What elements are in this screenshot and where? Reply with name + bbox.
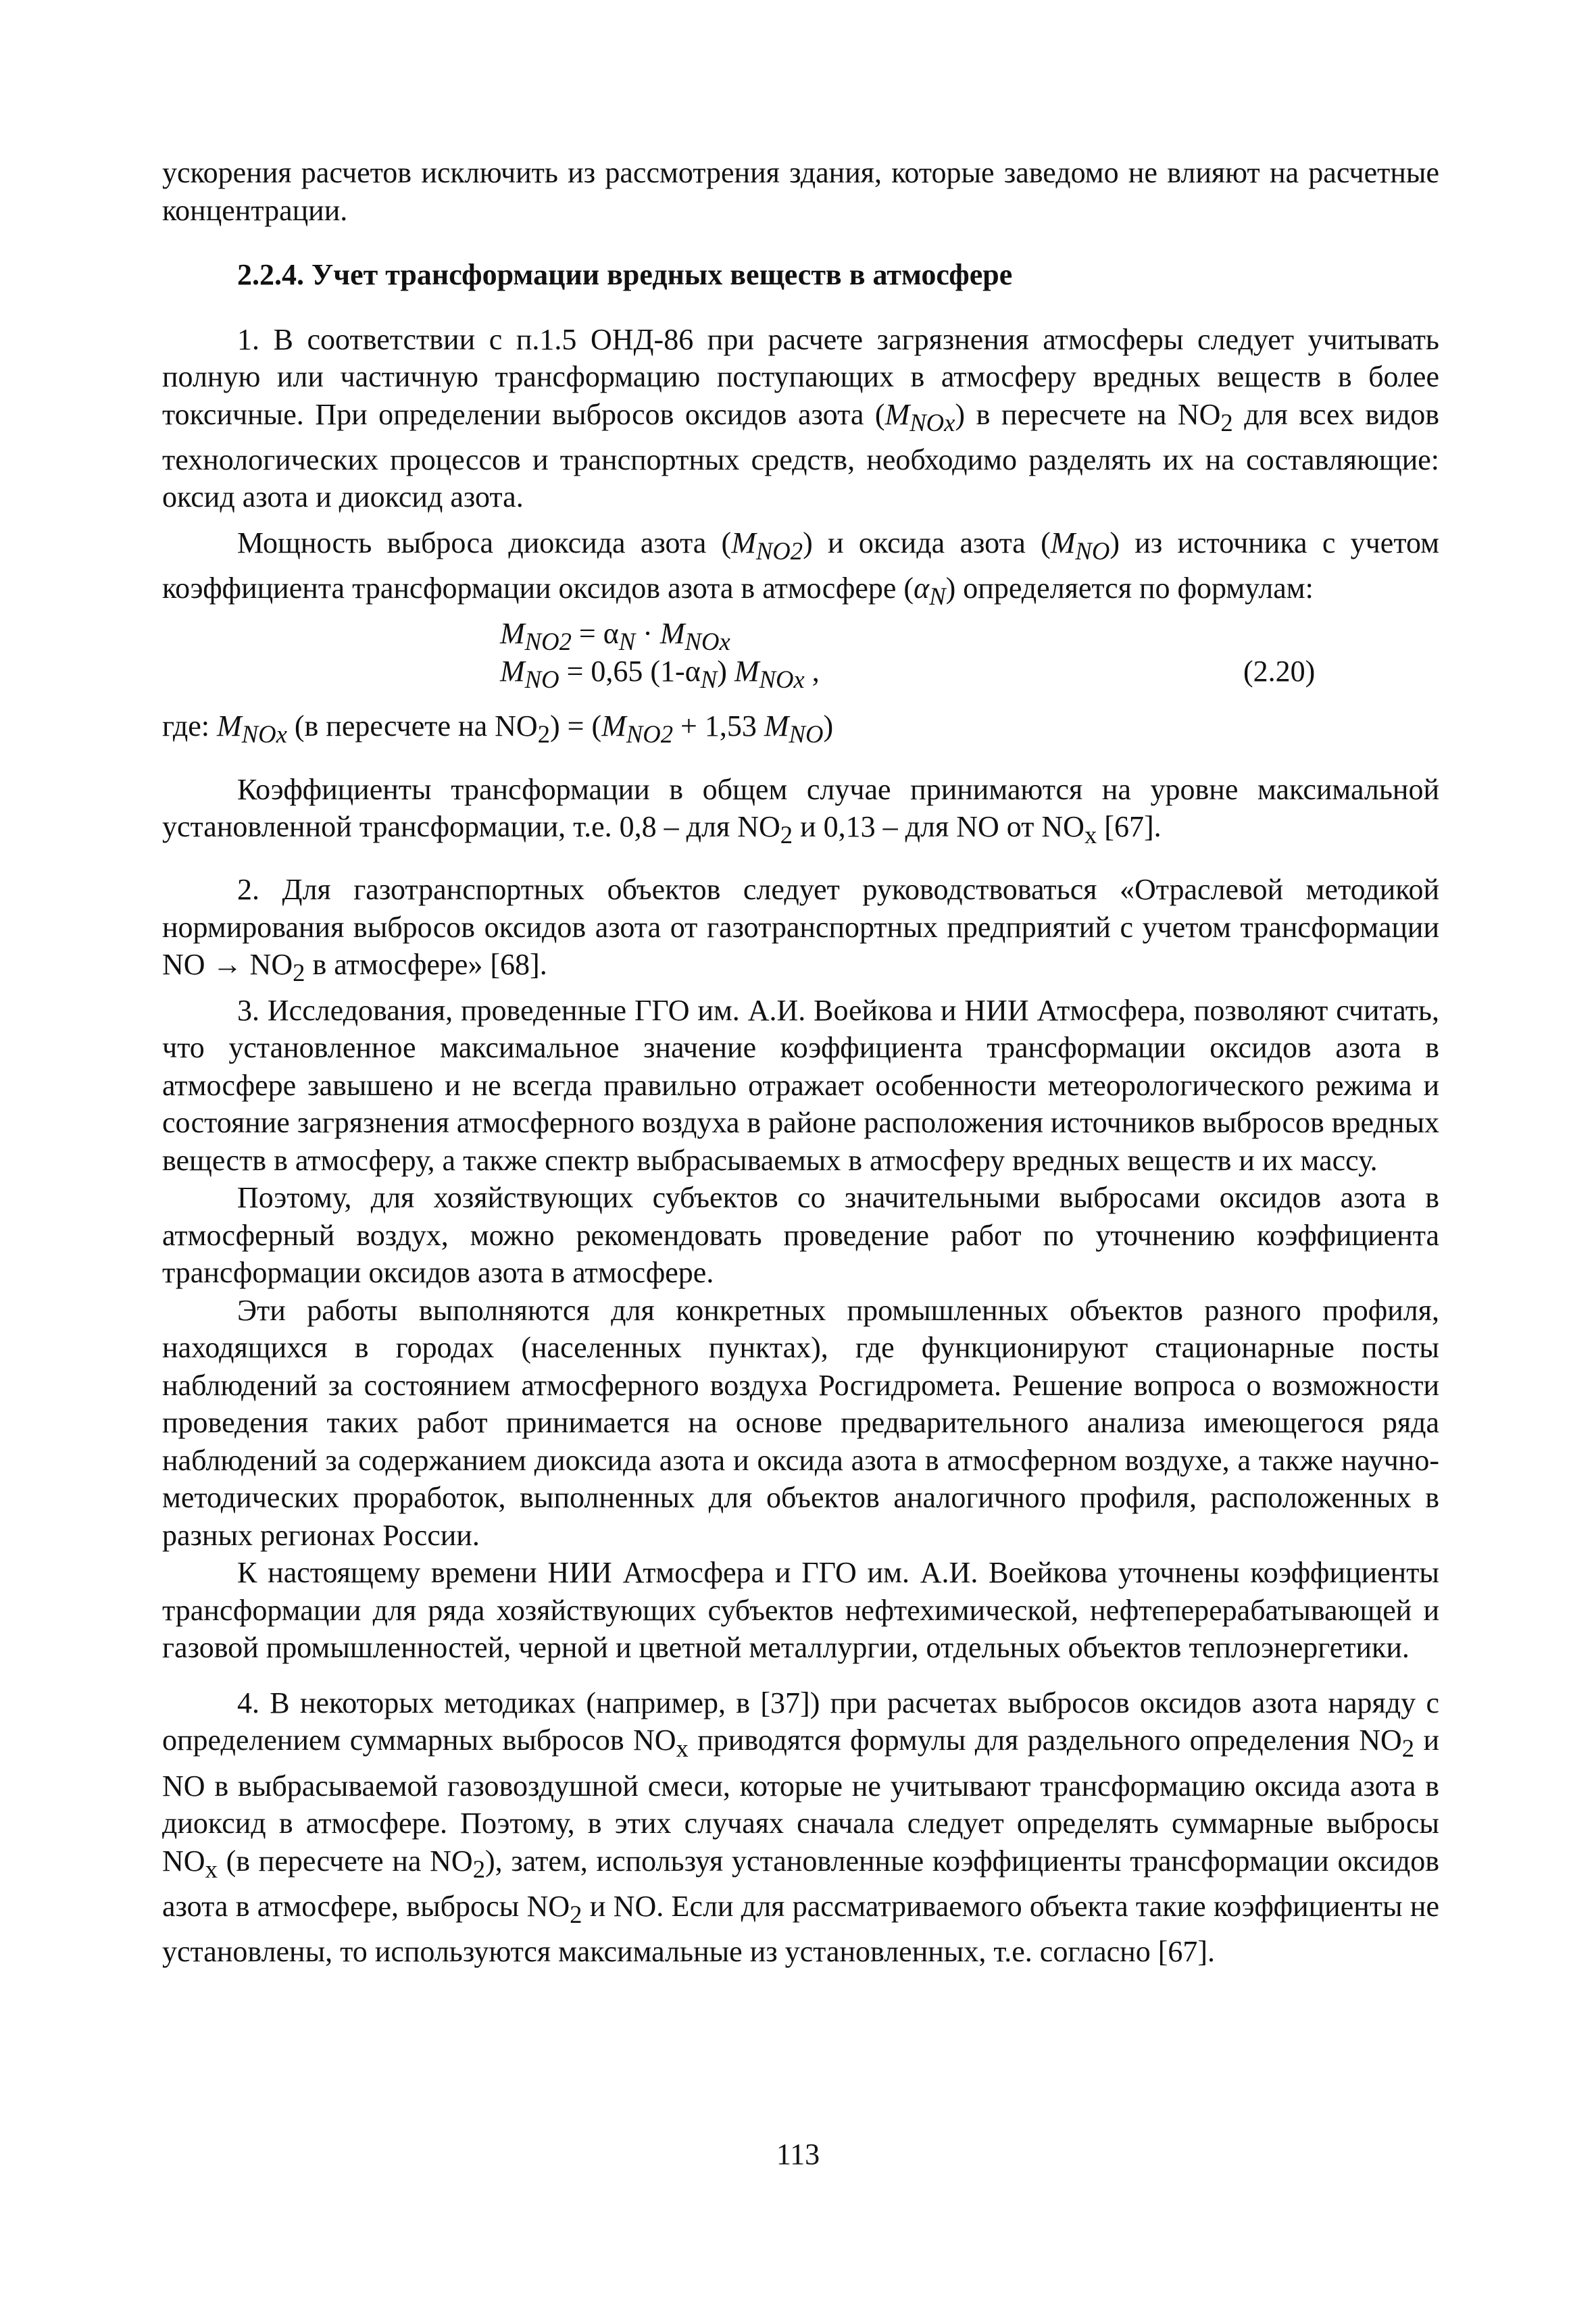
paragraph-3: Коэффициенты трансформации в общем случае принимаются на уровне максимальной установленной трансформации, т.е. 0,8 – для $NO_2$ и 0,13 – для NO от $NO_x$ [67]. <box>162 772 1439 849</box>
paragraph-2: Мощность выброса диоксида азота $(M_{NO2})$ и оксида азота $(M_{NO})$ из источника с учетом коэффициента трансформации оксидов азота в атмосфере $(\alpha_N)$ определяется по формулам: <box>162 526 1439 610</box>
formula-line-2: $M_{NO} = 0,65$ $(1-\alpha_N)$ $M_{NOx}$ , <box>500 654 820 693</box>
paragraph-1: 1. В соответствии с п.1.5 ОНД-86 при расчете загрязнения атмосферы следует учитывать полную или частичную трансформацию поступающих в атмосферу вредных веществ в более токсичные. При определении выбросов оксидов азота $(M_{NOx})$ в пересчете на $NO_2$ для всех видов технологических процессов и транспортных средств, необходимо разделять их на составляющие: оксид азота и диоксид азота. <box>162 322 1439 514</box>
formula-where: где: $M_{NOx}$ (в пересчете на $NO_2) = (M_{NO2} + 1,53$ $M_{NO}$) <box>162 709 834 749</box>
paragraph-9: 4. В некоторых методиках (например, в [37]) при расчетах выбросов оксидов азота наряду с определением суммарных выбросов $NO_x$ приводятся формулы для раздельного определения $NO_2$ и NO в выбрасываемой газовоздушной смеси, которые не учитывают трансформацию оксида азота в диоксид в атмосфере. Поэтому, в этих случаях сначала следует определять суммарные выбросы $NO_x$ (в пересчете на $NO_2$), затем, используя установленные коэффициенты трансформации оксидов азота в атмосфере, выбросы $NO_2$ и NO. Если для рассматриваемого объекта такие коэффициенты не установлены, то используются максимальные из установленных, т.е. согласно [67]. <box>162 1686 1439 1969</box>
equation-number: (2.20) <box>1243 654 1316 688</box>
section-heading: 2.2.4. Учет трансформации вредных веществ в атмосфере <box>237 258 1013 291</box>
document-page <box>162 154 1439 1971</box>
formula-line-1: $M_{NO2} = \alpha_N \cdot M_{NOx}$ <box>500 617 730 656</box>
paragraph-8: К настоящему времени НИИ Атмосфера и ГГО им. А.И. Воейкова уточнены коэффициенты трансформации для ряда хозяйствующих субъектов нефтехимической, нефтеперерабатывающей и газовой промышленностей, черной и цветной металлургии, отдельных объектов теплоэнергетики. <box>162 1556 1439 1665</box>
paragraph-intro: ускорения расчетов исключить из рассмотрения здания, которые заведомо не влияют на расчетные концентрации. <box>162 156 1439 227</box>
paragraph-6: Поэтому, для хозяйствующих субъектов со значительными выбросами оксидов азота в атмосферный воздух, можно рекомендовать проведение работ по уточнению коэффициента трансформации оксидов азота в атмосфере. <box>162 1181 1439 1290</box>
page-number: 113 <box>776 2138 820 2171</box>
paragraph-4: 2. Для газотранспортных объектов следует руководствоваться «Отраслевой методикой нормирования выбросов оксидов азота от газотранспортных предприятий с учетом трансформации NO → $NO_2$ в атмосфере» [68]. <box>162 873 1439 987</box>
paragraph-5: 3. Исследования, проведенные ГГО им. А.И. Воейкова и НИИ Атмосфера, позволяют считать, что установленное максимальное значение коэффициента трансформации оксидов азота в атмосфере завышено и не всегда правильно отражает особенности метеорологического режима и состояние загрязнения атмосферного воздуха в районе расположения источников выбросов вредных веществ в атмосферу, а также спектр выбрасываемых в атмосферу вредных веществ и их массу. <box>162 993 1439 1177</box>
paragraph-7: Эти работы выполняются для конкретных промышленных объектов разного профиля, находящихся в городах (населенных пунктах), где функционируют стационарные посты наблюдений за состоянием атмосферного воздуха Росгидромета. Решение вопроса о возможности проведения таких работ принимается на основе предварительного анализа имеющегося ряда наблюдений за содержанием диоксида азота и оксида азота в атмосферном воздухе, а также научно-методических проработок, выполненных для объектов аналогичного профиля, расположенных в разных регионах России. <box>162 1293 1439 1552</box>
formula-2-20 <box>500 615 1439 693</box>
